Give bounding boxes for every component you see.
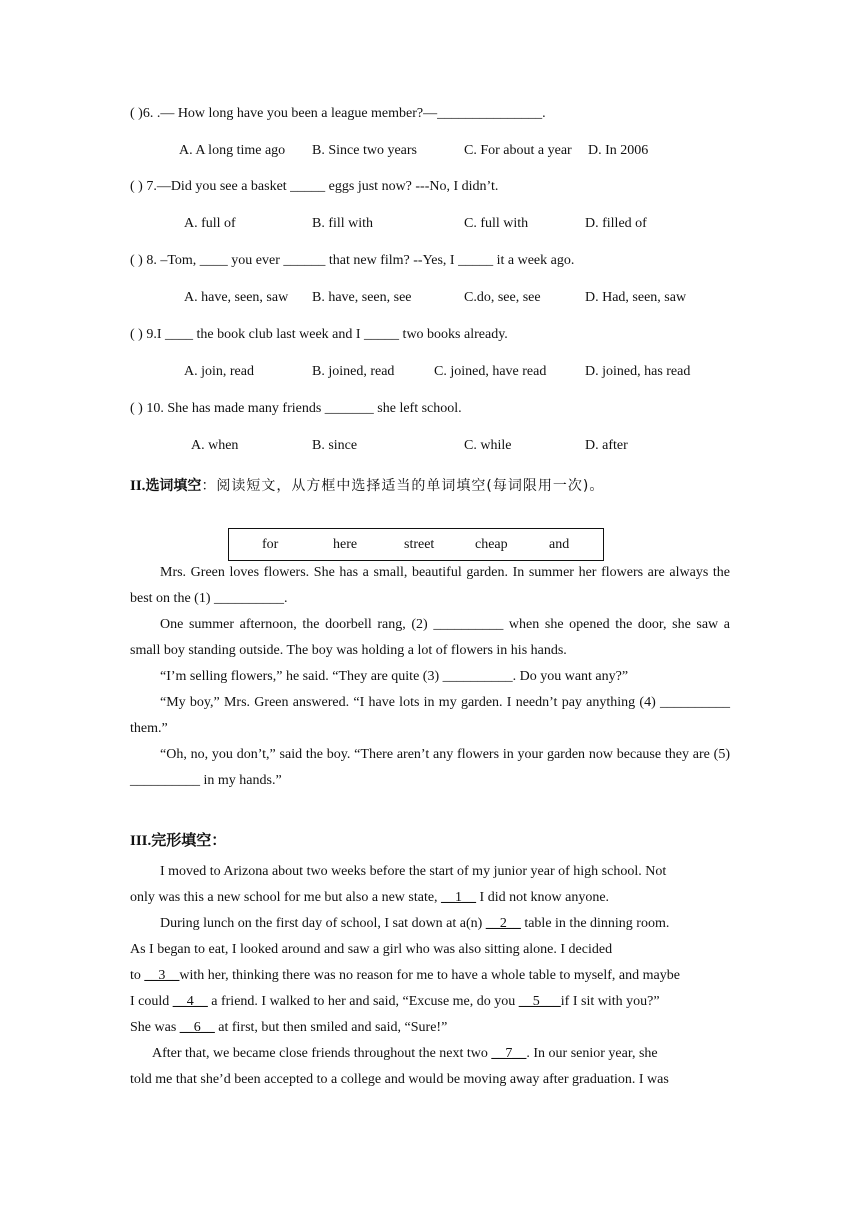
- question-10-option-d: D. after: [585, 438, 628, 453]
- question-9-option-b: B. joined, read: [312, 364, 395, 379]
- question-7-option-c: C. full with: [464, 216, 529, 231]
- question-6-option-d: D. In 2006: [588, 143, 649, 158]
- word-box-item: here: [333, 537, 358, 552]
- question-8-option-d: D. Had, seen, saw: [585, 290, 687, 305]
- word-box-item: and: [549, 537, 570, 552]
- question-10-option-b: B. since: [312, 438, 358, 453]
- section-2-heading: [130, 477, 604, 495]
- cloze-line: During lunch on the first day of school, I sat down at a(n) __2__ table in the dinning room.: [160, 916, 670, 931]
- question-6-option-b: B. Since two years: [312, 143, 417, 158]
- question-8-option-b: B. have, seen, see: [312, 290, 412, 305]
- cloze-line: I could __4__ a friend. I walked to her and said, “Excuse me, do you __5___if I sit with you?”: [130, 994, 660, 1009]
- word-box-item: cheap: [475, 537, 508, 552]
- question-10-option-c: C. while: [464, 438, 512, 453]
- section-2-instruction: ：阅读短文，从方框中选择适当的单词填空(每词限用一次)。: [201, 478, 605, 494]
- question-7-option-d: D. filled of: [585, 216, 647, 231]
- cloze-line: I moved to Arizona about two weeks before the start of my junior year of high school. Not: [160, 864, 667, 879]
- passage-paragraph: “My boy,” Mrs. Green answered. “I have lots in my garden. I needn’t pay anything (4) __________ them.”: [130, 695, 730, 736]
- cloze-blank-5: __5___: [518, 994, 561, 1009]
- cloze-blank-2: __2__: [485, 916, 521, 931]
- question-6-option-a: A. A long time ago: [179, 143, 286, 158]
- section-3-heading: III.完形填空：: [130, 833, 227, 849]
- word-box-item: street: [404, 537, 435, 552]
- cloze-line: told me that she’d been accepted to a college and would be moving away after graduation. I was: [130, 1072, 669, 1087]
- cloze-line: to __3__with her, thinking there was no reason for me to have a whole table to myself, and maybe: [130, 968, 680, 983]
- question-9-option-d: D. joined, has read: [585, 364, 691, 379]
- section-2-passage: [130, 560, 730, 794]
- cloze-line: After that, we became close friends throughout the next two __7__. In our senior year, she: [152, 1046, 658, 1061]
- passage-paragraph: “Oh, no, you don’t,” said the boy. “There aren’t any flowers in your garden now because they are (5) __________ in my hands.”: [130, 747, 730, 788]
- question-10-stem: ( ) 10. She has made many friends _______ she left school.: [130, 401, 462, 416]
- question-10-option-a: A. when: [191, 438, 239, 453]
- cloze-blank-6: __6__: [179, 1020, 215, 1035]
- cloze-blank-1: __1__: [441, 890, 477, 905]
- question-6-stem: ( )6. .— How long have you been a league member?—_______________.: [130, 106, 546, 121]
- word-box-item: for: [262, 537, 279, 552]
- question-7-stem: ( ) 7.—Did you see a basket _____ eggs just now? ---No, I didn’t.: [130, 179, 499, 194]
- section-2-number: II.: [130, 478, 146, 494]
- word-box: [228, 528, 604, 561]
- question-9-option-a: A. join, read: [184, 364, 254, 379]
- section-3-passage: [130, 859, 730, 1093]
- section-2-title: 选词填空: [145, 478, 202, 494]
- cloze-blank-7: __7__: [491, 1046, 527, 1061]
- question-6-option-c: C. For about a year: [464, 143, 572, 158]
- question-8-option-c: C.do, see, see: [464, 290, 541, 305]
- question-9-option-c: C. joined, have read: [434, 364, 547, 379]
- cloze-line: As I began to eat, I looked around and saw a girl who was also sitting alone. I decided: [130, 942, 613, 957]
- passage-paragraph: Mrs. Green loves flowers. She has a small, beautiful garden. In summer her flowers are always the best on the (1) __________.: [130, 565, 730, 606]
- question-8-option-a: A. have, seen, saw: [184, 290, 289, 305]
- question-9-stem: ( ) 9.I ____ the book club last week and I _____ two books already.: [130, 327, 508, 342]
- cloze-line: She was __6__ at first, but then smiled and said, “Sure!”: [130, 1020, 448, 1035]
- passage-paragraph: One summer afternoon, the doorbell rang, (2) __________ when she opened the door, she saw a small boy standing outside. The boy was holding a lot of flowers in his hands.: [130, 617, 730, 658]
- cloze-blank-4: __4__: [172, 994, 208, 1009]
- question-8-stem: ( ) 8. –Tom, ____ you ever ______ that new film? --Yes, I _____ it a week ago.: [130, 253, 575, 268]
- cloze-line: only was this a new school for me but also a new state, __1__ I did not know anyone.: [130, 890, 610, 905]
- question-7-option-b: B. fill with: [312, 216, 374, 231]
- question-7-option-a: A. full of: [184, 216, 236, 231]
- cloze-blank-3: __3__: [144, 968, 180, 983]
- passage-paragraph: “I’m selling flowers,” he said. “They are quite (3) __________. Do you want any?”: [160, 669, 629, 684]
